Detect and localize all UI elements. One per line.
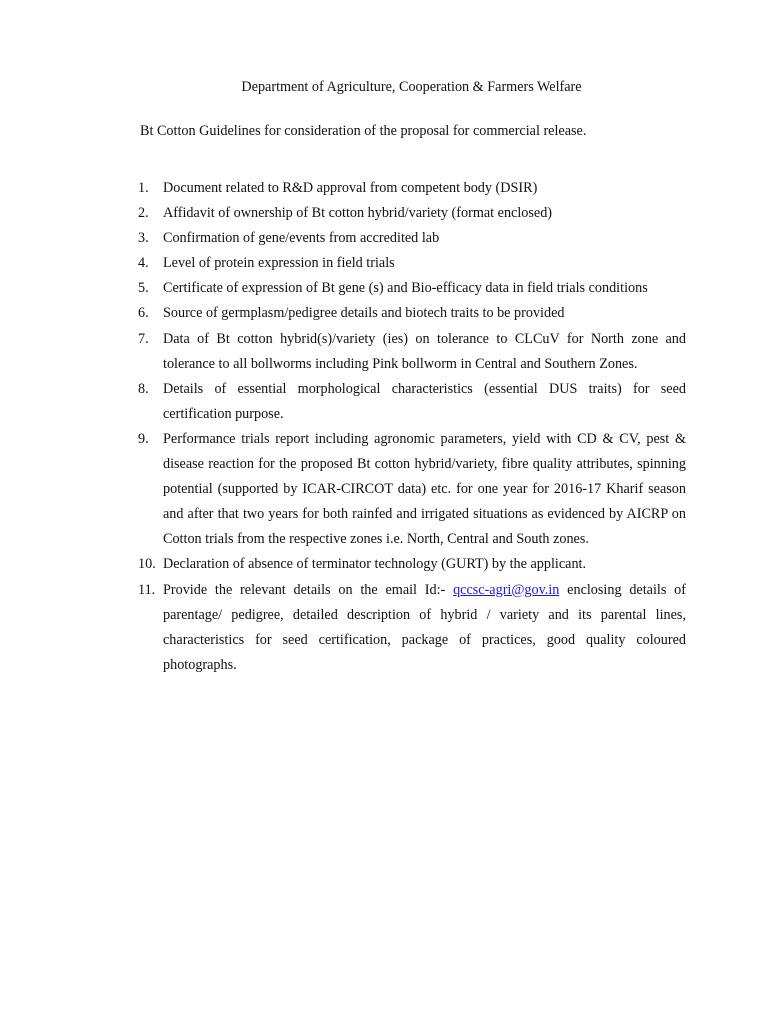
list-item-text: Confirmation of gene/events from accredited lab [163,230,440,247]
list-item [138,226,686,251]
list-item-number: 6. [138,305,149,322]
list-item [138,201,686,226]
list-item-text: Declaration of absence of terminator technology (GURT) by the applicant. [163,556,587,573]
list-item-number: 1. [138,180,149,196]
list-item-text: Document related to R&D approval from competent body (DSIR) [163,180,538,196]
list-item-text-before: Provide the relevant details on the email Id:- [163,581,446,598]
list-item-text: Affidavit of ownership of Bt cotton hybrid/variety (format enclosed) [163,205,553,222]
list-item-number: 10. [138,556,156,573]
list-item [138,327,686,377]
list-item [138,552,686,577]
list-item [138,427,686,552]
list-item-number: 8. [138,380,149,397]
email-link[interactable]: qccsc-agri@gov.in [453,581,560,598]
list-item [138,251,686,276]
requirements-list [138,176,686,678]
list-item-text: Performance trials report including agronomic parameters, yield with CD & CV, pest & disease reaction for the proposed Bt cotton hybrid/variety, fibre quality attributes, spinning potential (supported by ICAR-CIRCOT data) etc. for one year for 2016-17 Kharif season and after that two years for both rainfed and irrigated situations as evidenced by AICRP on Cotton trials from the respective zones i.e. North, Central and South zones. [163,430,686,548]
list-item-number: 3. [138,230,149,247]
department-heading: Department of Agriculture, Cooperation & Farmers Welfare [241,79,582,95]
list-item-text-after: enclosing details of parentage/ pedigree, detailed description of hybrid / variety and its parental lines, characteristics for seed certification, package of practices, good quality coloured photographs. [163,581,686,673]
list-item [138,377,686,427]
list-item-text: Level of protein expression in field trials [163,255,395,272]
list-item-text: Data of Bt cotton hybrid(s)/variety (ies) on tolerance to CLCuV for North zone and tolerance to all bollworms including Pink bollworm in Central and Southern Zones. [163,330,686,372]
list-item-text: Details of essential morphological characteristics (essential DUS traits) for seed certification purpose. [163,380,686,422]
list-item [138,301,686,326]
list-item [138,578,686,678]
list-item-number: 7. [138,330,149,347]
list-item-number: 5. [138,280,149,297]
list-item-text: Source of germplasm/pedigree details and biotech traits to be provided [163,305,565,322]
list-item-number: 2. [138,205,149,222]
list-item-text [163,578,686,678]
list-item-number: 4. [138,255,149,272]
list-item-number: 11. [138,581,156,598]
list-item [138,176,686,201]
document-title: Bt Cotton Guidelines for consideration of the proposal for commercial release. [140,123,587,139]
list-item-text: Certificate of expression of Bt gene (s) and Bio-efficacy data in field trials conditions [163,280,648,297]
list-item-number: 9. [138,430,149,447]
list-item [138,276,686,301]
